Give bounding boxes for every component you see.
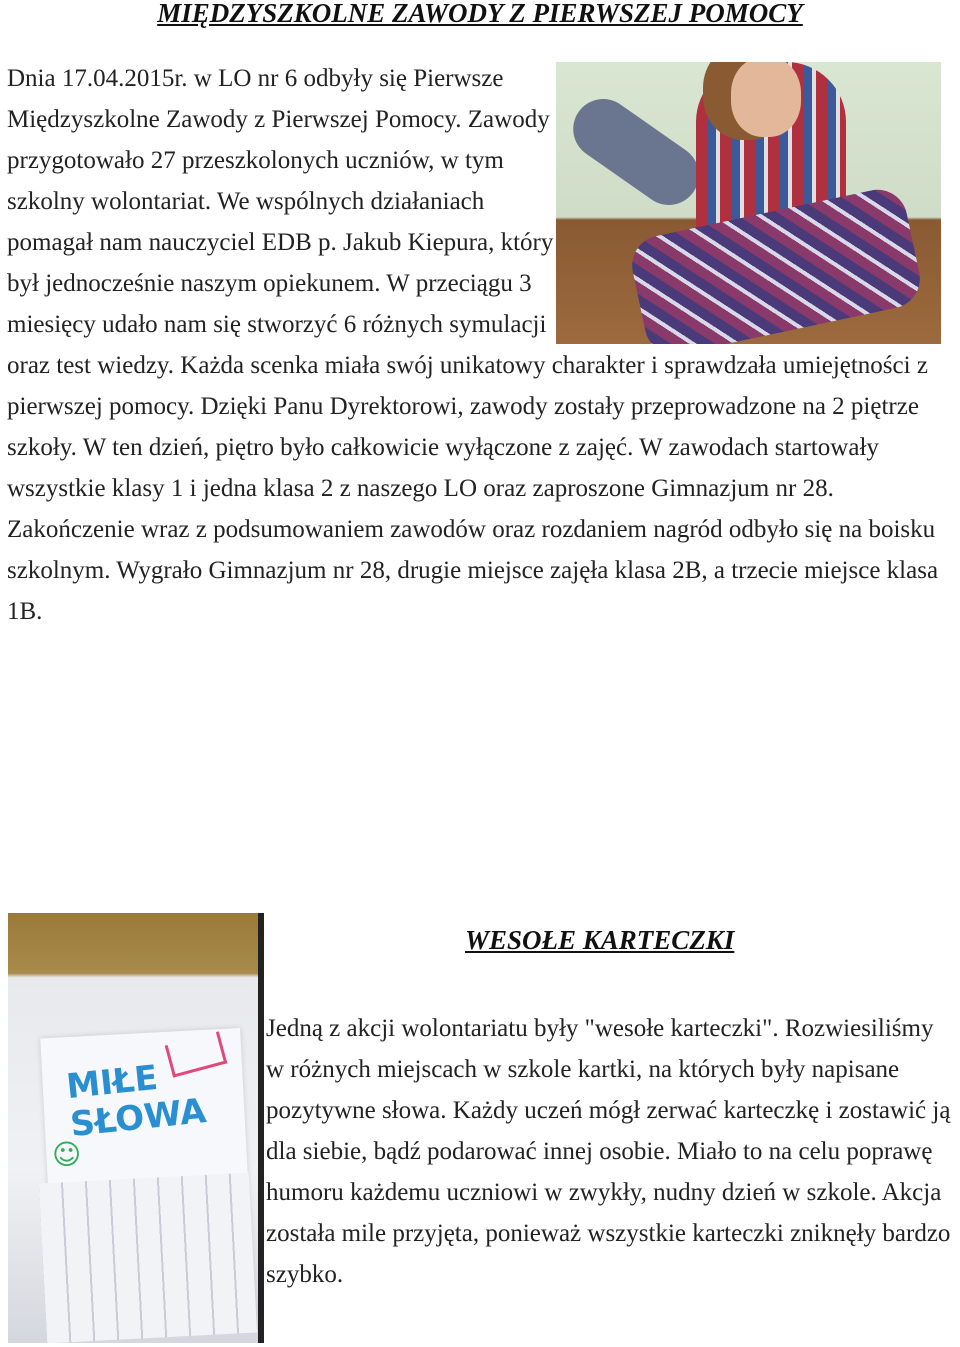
photo-jeans — [561, 87, 710, 216]
article-paragraph-2: Jedną z akcji wolontariatu były "wesołe karteczki". Rozwiesiliśmy w różnych miejscach w szkole kartki, na których były napisane pozytywne słowa. Każdy uczeń mógł zerwać karteczkę i zostawić ją dla siebie, bądź podarować innej osobie. Miało to na celu poprawę humoru każdemu uczniowi w zwykły, nudny dzień w szkole. Akcja została mile przyjęta, ponieważ wszystkie karteczki zniknęły bardzo szybko. — [266, 1015, 951, 1288]
paragraph-1-text: Dnia 17.04.2015r. w LO nr 6 odbyły się Pierwsze Międzyszkolne Zawody z Pierwszej Pomocy. Zawody przygotowało 27 przeszkolonych uczniów, w tym szkolny wolontariat. We wspólnych działaniach pomagał nam nauczyciel EDB p. Jakub Kiepura, który był jednocześnie naszym opiekunem. W przeciągu 3 miesięcy udało nam się stworzyć 6 różnych symulacji oraz test wiedzy. Każda scenka miała swój unikatowy charakter i sprawdzała umiejętności z pierwszej pomocy. Dzięki Panu Dyrektorowi, zawody zostały przeprowadzone na 2 piętrze szkoły. W ten dzień, piętro było całkowicie wyłączone z zajęć. W zawodach startowały wszystkie klasy 1 i jedna klasa 2 z naszego LO oraz zaproszone Gimnazjum nr 28. Zakończenie wraz z podsumowaniem zawodów oraz rozdaniem nagród odbyło się na boisku szkolnym. Wygrało Gimnazjum nr 28, drugie miejsce zajęła klasa 2B, a trzecie miejsce klasa 1B. — [7, 65, 939, 625]
photo-girl-head — [731, 62, 801, 137]
section-heading: WESOŁE KARTECZKI — [465, 925, 735, 955]
photo-edge — [258, 913, 264, 1343]
smiley-icon: ☺ — [52, 1138, 82, 1171]
poster-photo — [8, 913, 264, 1343]
poster-title: MIŁE SŁOWA — [64, 1057, 209, 1146]
article-title: MIĘDZYSZKOLNE ZAWODY Z PIERWSZEJ POMOCY — [157, 0, 803, 28]
poster-tear-strips — [39, 1173, 257, 1343]
first-aid-photo — [556, 62, 941, 344]
